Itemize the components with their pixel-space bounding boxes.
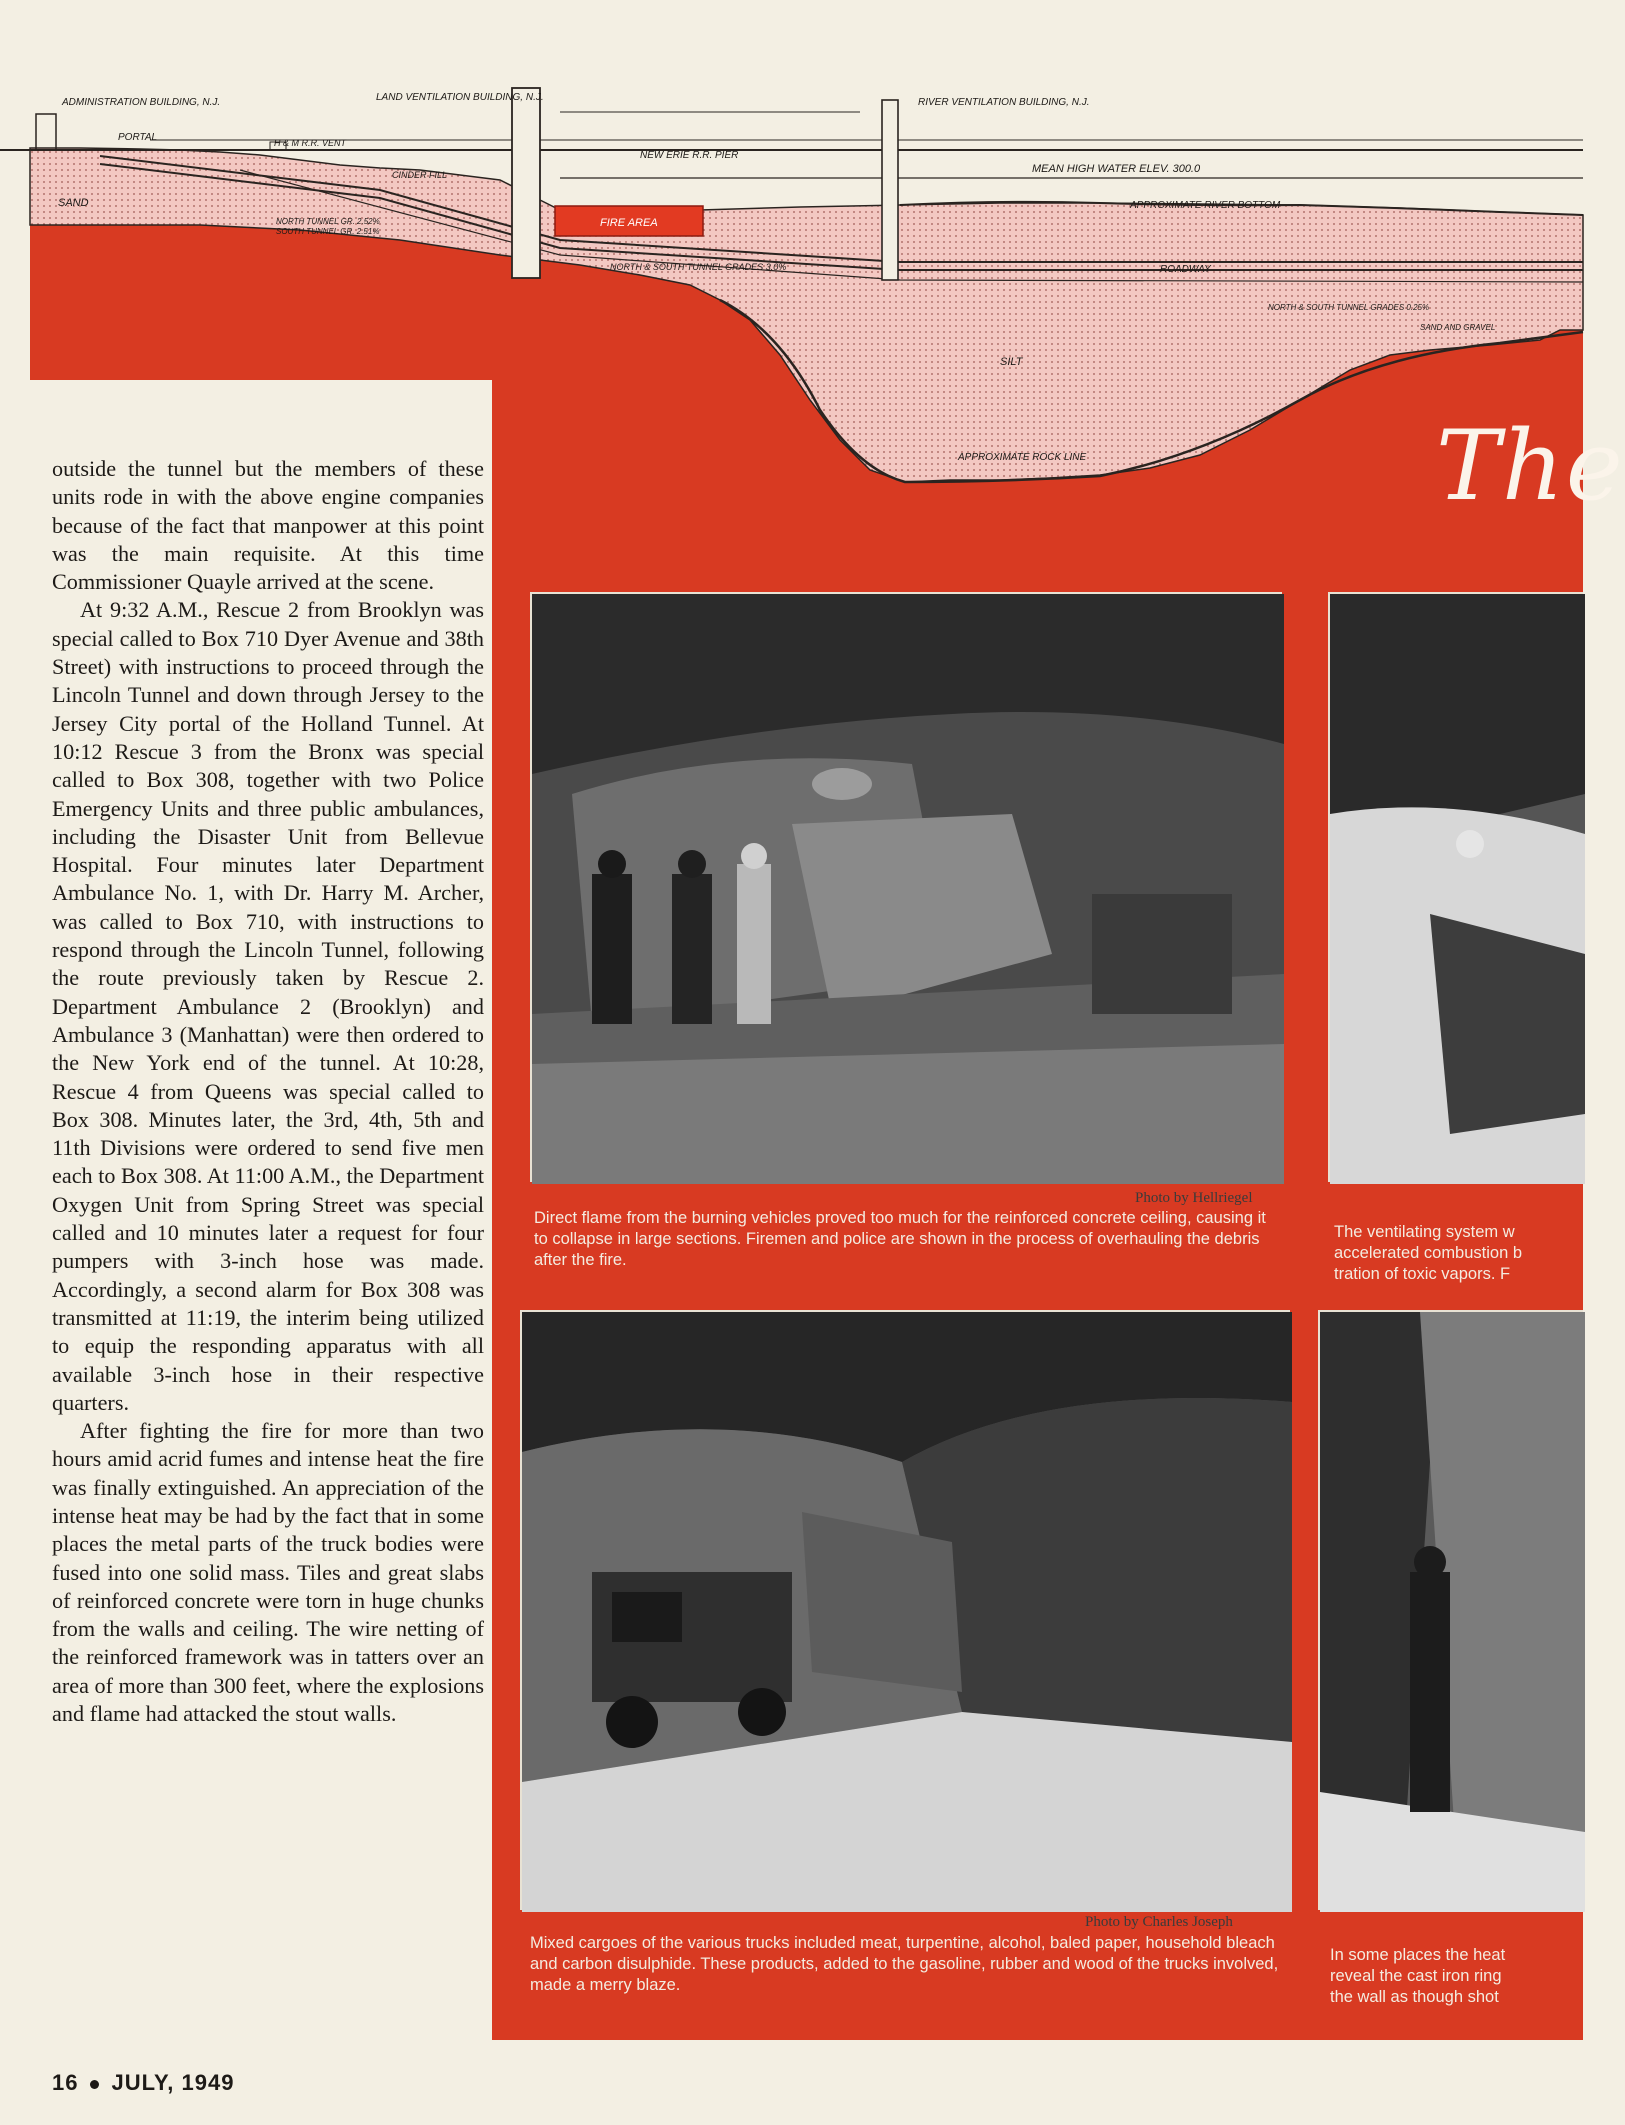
caption-line: The ventilating system w (1334, 1223, 1515, 1241)
caption-line: reveal the cast iron ring (1330, 1967, 1502, 1985)
label-silt: SILT (1000, 356, 1023, 368)
label-north-tunnel-grade: NORTH TUNNEL GR. 2.52% (276, 217, 380, 226)
admin-building-shape (36, 114, 56, 150)
label-admin-building: ADMINISTRATION BUILDING, N.J. (62, 97, 221, 108)
label-hm-rr-vent: H & M R.R. VENT (274, 138, 347, 148)
paragraph-2: At 9:32 A.M., Rescue 2 from Brooklyn was special called to Box 710 Dyer Avenue and 38th Street) with instructions to proceed through the Lincoln Tunnel and down through Jersey to the Jersey City portal of the Holland Tunnel. At 10:12 Rescue 3 from the Bronx was special called to Box 308, together with two Police Emergency Units and three public ambulances, including the Disaster Unit from Bellevue Hospital. Four minutes later Department Ambulance No. 1, with Dr. Harry M. Archer, was called to Box 710, with instructions to respond through the Lincoln Tunnel, following the route previously taken by Rescue 2. Department Ambulance 2 (Brooklyn) and Ambulance 3 (Manhattan) were then ordered to the New York end of the tunnel. At 10:28, Rescue 4 from Queens was special called to Box 308. Minutes later, the 3rd, 4th, 5th and 11th Divisions were ordered to send five men each to Box 308. At 11:00 A.M., the Department Oxygen Unit from Spring Street was special called and 10 minutes later a request for four pumpers with 3-inch hose was made. Accordingly, a second alarm for Box 308 was transmitted at 11:19, the interim being utilized to equip the responding apparatus with all available 3-inch hose in their respective quarters. (52, 597, 484, 1415)
label-land-vent: LAND VENTILATION BUILDING, N.J. (376, 92, 544, 103)
label-south-tunnel-grade: SOUTH TUNNEL GR. 2.51% (276, 227, 380, 236)
label-rock-line: APPROXIMATE ROCK LINE (958, 452, 1087, 463)
caption-ventilating-system (1334, 1222, 1583, 1285)
label-sand-gravel: SAND AND GRAVEL (1420, 323, 1496, 332)
footer-paper (0, 2040, 1583, 2125)
label-cinder-fill: CINDER FILL (392, 170, 448, 180)
photo-collapsed-ceiling (530, 592, 1282, 1182)
photo-wrecked-truck (520, 1310, 1290, 1910)
page-folio (52, 2070, 234, 2096)
caption-collapsed-ceiling: Direct flame from the burning vehicles proved too much for the reinforced concrete ceiling, causing it to collapse in large sections. Firemen and police are shown in the process of overhauling the debris after the fire. (534, 1209, 1266, 1269)
paragraph-3: After fighting the fire for more than two hours amid acrid fumes and intense heat the fire was finally extinguished. An appreciation of the intense heat may be had by the fact that in some places the metal parts of the truck bodies were fused into one solid mass. Tiles and great slabs of reinforced concrete were torn in huge chunks from the walls and ceiling. The wire netting of the reinforced framework was in tatters over an area of more than 300 feet, where the explosions and flame had attacked the stout walls. (52, 1418, 484, 1727)
bullet-icon (90, 2080, 99, 2089)
caption-line: tration of toxic vapors. F (1334, 1265, 1511, 1283)
label-river-vent: RIVER VENTILATION BUILDING, N.J. (918, 97, 1090, 108)
label-sand: SAND (58, 197, 89, 209)
label-roadway: ROADWAY (1160, 264, 1211, 275)
page-number: 16 (52, 2070, 79, 2095)
article-body (52, 455, 484, 1728)
label-mean-high-water: MEAN HIGH WATER ELEV. 300.0 (1032, 163, 1201, 175)
caption-line: accelerated combustion b (1334, 1244, 1523, 1262)
label-erie-pier: NEW ERIE R.R. PIER (640, 150, 739, 161)
label-ns-grades-025: NORTH & SOUTH TUNNEL GRADES 0.25% (1268, 303, 1430, 312)
photo-credit-charles-joseph: Photo by Charles Joseph (1085, 1914, 1233, 1930)
river-vent-tower (882, 100, 898, 280)
label-fire-area: FIRE AREA (600, 217, 658, 229)
label-river-bottom: APPROXIMATE RIVER BOTTOM (1130, 200, 1281, 211)
label-portal: PORTAL (118, 132, 158, 143)
paragraph-1: outside the tunnel but the members of these units rode in with the above engine companies because of the fact that manpower at this point was the main requisite. At this time Commissioner Quayle arrived at the scene. (52, 456, 484, 595)
caption-wrecked-truck: Mixed cargoes of the various trucks included meat, turpentine, alcohol, baled paper, household bleach and carbon disulphide. These products, added to the gasoline, rubber and wood of the trucks involved, made a merry blaze. (530, 1934, 1279, 1994)
issue-date: JULY, 1949 (111, 2070, 235, 2095)
caption-line: the wall as though shot (1330, 1988, 1499, 2006)
photo-ventilating-system (1328, 592, 1583, 1182)
caption-cast-iron-rings (1330, 1945, 1583, 2008)
photo-credit-hellriegel: Photo by Hellriegel (1135, 1190, 1253, 1206)
label-ns-grades-3: NORTH & SOUTH TUNNEL GRADES 3.0% (610, 262, 787, 272)
caption-line: In some places the heat (1330, 1946, 1506, 1964)
photo-cast-iron-rings (1318, 1310, 1583, 1910)
headline-fragment: The (1436, 410, 1625, 522)
land-vent-tower (512, 88, 540, 278)
